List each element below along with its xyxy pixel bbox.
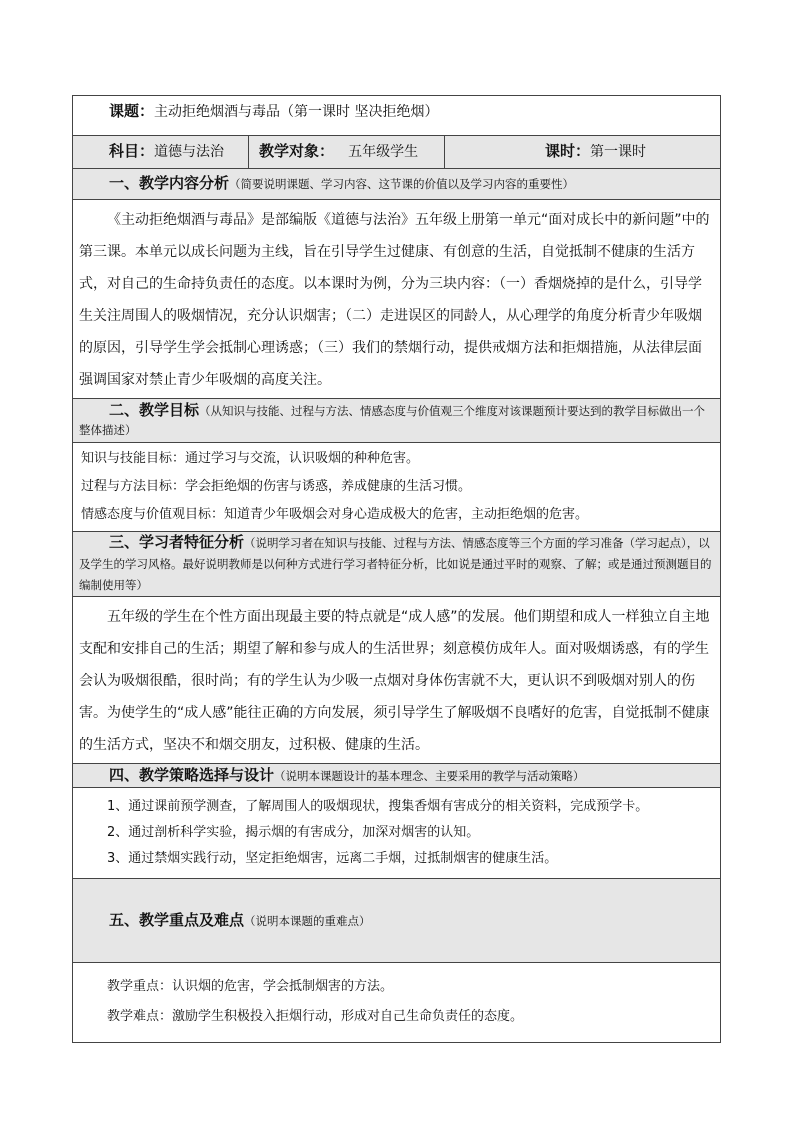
subject-cell [73, 136, 249, 169]
period-label: 课时： [545, 142, 591, 161]
goal-knowledge: 知识与技能目标：通过学习与交流，认识吸烟的种种危害。 [81, 451, 420, 466]
section4-header-row [73, 764, 721, 788]
section1-heading: 一、教学内容分析 [109, 174, 230, 193]
section1-body: 《主动拒绝烟酒与毒品》是部编版《道德与法治》五年级上册第一单元“面对成长中的新问题”中的第三课。本单元以成长问题为主线，旨在引导学生过健康、有创意的生活，自觉抵制不健康的生活方式，对自己的生命持负责任的态度。以本课时为例，分为三块内容：（一）香烟烧掉的是什么，引导学生关注周围人的吸烟情况，充分认识烟害；（二）走进误区的同龄人，从心理学的角度分析青少年吸烟的原因，引导学生学会抵制心理诱惑；（三）我们的禁烟行动，提供戒烟方法和拒烟措施，从法律层面强调国家对禁止青少年吸烟的高度关注。 [73, 200, 721, 399]
goal-process: 过程与方法目标：学会拒绝烟的伤害与诱惑，养成健康的生活习惯。 [81, 479, 472, 494]
difficult-point: 教学难点：激励学生积极投入拒烟行动，形成对自己生命负责任的态度。 [107, 1008, 524, 1024]
section1-header-row [73, 169, 721, 200]
subject-value: 道德与法治 [154, 144, 225, 161]
strategy-item-1: 1、通过课前预学测查，了解周围人的吸烟现状，搜集香烟有害成分的相关资料，完成预学卡。 [107, 799, 649, 814]
section5-header-row [73, 879, 721, 963]
section4-heading: 四、教学策略选择与设计 [109, 765, 275, 784]
key-point: 教学重点：认识烟的危害，学会抵制烟害的方法。 [107, 978, 394, 994]
goal-attitude: 情感态度与价值观目标：知道青少年吸烟会对身心造成极大的危害，主动拒绝烟的危害。 [81, 507, 589, 522]
section3-note: （说明学习者在知识与技能、过程与方法、情感态度等三个方面的学习准备（学习起点），以及学生的学习风格。最好说明教师是以何种方式进行学习者特征分析，比如说是通过平时的观察、了解；或是通过预测题目的编制使用等） [79, 536, 712, 592]
section2-note: （从知识与技能、过程与方法、情感态度与价值观三个维度对该课题预计要达到的教学目标做出一个整体描述） [79, 404, 706, 437]
period-cell [445, 136, 721, 169]
section2-header-row [73, 399, 721, 443]
title-value: 主动拒绝烟酒与毒品（第一课时 坚决拒绝烟） [154, 104, 439, 120]
section5-heading: 五、教学重点及难点 [109, 910, 245, 929]
period-value: 第一课时 [590, 144, 647, 161]
section2-body-row [73, 443, 721, 532]
section1-note: （简要说明课题、学习内容、这节课的价值以及学习内容的重要性） [229, 177, 575, 192]
section1-body-row [73, 200, 721, 399]
strategy-item-3: 3、通过禁烟实践行动，坚定拒绝烟害，远离二手烟，过抵制烟害的健康生活。 [107, 851, 558, 866]
section3-body: 五年级的学生在个性方面出现最主要的特点就是“成人感”的发展。他们期望和成人一样独立自主地支配和安排自己的生活；期望了解和参与成人的生活世界；刻意模仿成年人。面对吸烟诱惑，有的学生会认为吸烟很酷，很时尚；有的学生认为少吸一点烟对身体伤害就不大，更认识不到吸烟对别人的伤害。为使学生的“成人感”能往正确的方向发展，须引导学生了解吸烟不良嗜好的危害，自觉抵制不健康的生活方式，坚决不和烟交朋友，过积极、健康的生活。 [73, 597, 721, 764]
subject-label: 科目： [109, 142, 155, 161]
target-cell [249, 136, 445, 169]
title-row [73, 96, 721, 136]
lesson-plan-table [72, 95, 721, 1043]
lesson-plan-page [72, 95, 720, 1043]
section3-header-row [73, 532, 721, 597]
section3-heading: 三、学习者特征分析 [109, 533, 245, 551]
section3-body-row [73, 597, 721, 764]
section5-note: （说明本课题的重难点） [244, 913, 371, 928]
section4-body-row [73, 788, 721, 879]
strategy-item-2: 2、通过剖析科学实验，揭示烟的有害成分，加深对烟害的认知。 [107, 825, 480, 840]
section5-body-row [73, 963, 721, 1043]
title-label: 课题： [109, 102, 155, 120]
info-row [73, 136, 721, 169]
section4-note: （说明本课题设计的基本理念、主要采用的教学与活动策略） [274, 768, 585, 783]
section2-heading: 二、教学目标 [109, 401, 200, 419]
target-value: 五年级学生 [348, 144, 419, 161]
target-label: 教学对象： [259, 142, 335, 161]
